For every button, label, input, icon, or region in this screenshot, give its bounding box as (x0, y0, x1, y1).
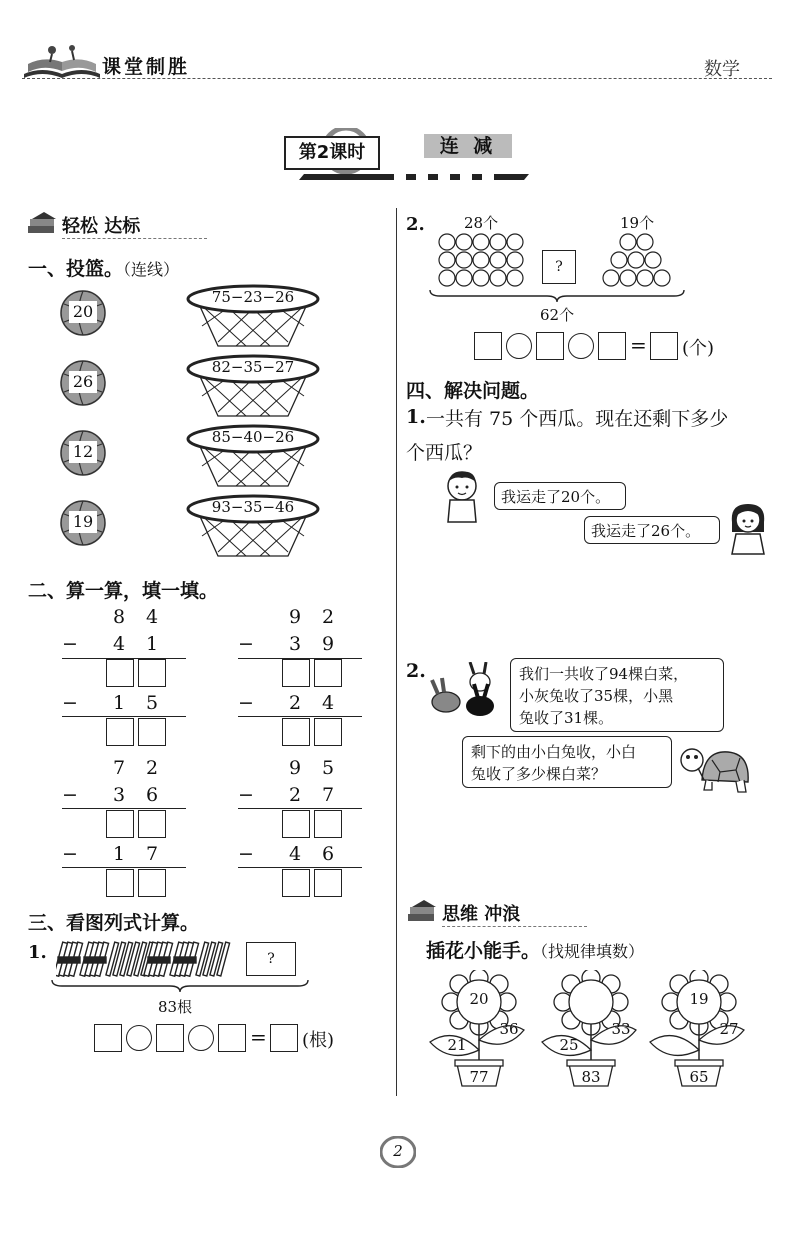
flower-pot-2 (536, 970, 646, 1090)
operator-circle[interactable] (568, 333, 594, 359)
q4-p1-number: 1. (406, 406, 426, 428)
equation-box[interactable] (474, 332, 502, 360)
header-logo (22, 40, 102, 82)
total-label: 62个 (540, 306, 575, 324)
brace-bottom (428, 288, 686, 304)
answer-box[interactable] (282, 659, 310, 687)
sum-line (62, 716, 186, 717)
books-icon (26, 212, 58, 236)
header-divider (22, 78, 772, 79)
q4-p1-text-line1: 一共有 75 个西瓜。现在还剩下多少 (426, 408, 729, 430)
digit: 1 (113, 843, 126, 865)
answer-box[interactable] (270, 1024, 298, 1052)
pot-number[interactable]: 83 (581, 1068, 601, 1086)
answer-box[interactable] (314, 869, 342, 897)
boy-speech-bubble (494, 482, 626, 510)
apple-group-icon (602, 232, 672, 288)
apple-group-icon (436, 232, 526, 288)
q4-heading: 四、解决问题。 (406, 380, 540, 402)
q5-heading-text: 插花小能手。 (426, 940, 541, 962)
digit: 9 (322, 633, 335, 655)
leaf-right[interactable]: 36 (499, 1020, 519, 1038)
digit: 3 (113, 784, 126, 806)
ball-number: 26 (69, 371, 97, 393)
answer-box[interactable] (314, 659, 342, 687)
total-label: 83根 (158, 998, 193, 1016)
unit-label: (个) (682, 338, 715, 359)
leaf-right[interactable]: 27 (719, 1020, 739, 1038)
basketball-2[interactable] (60, 360, 106, 406)
digit: 2 (289, 692, 302, 714)
rabbits-icon (428, 662, 504, 720)
brand-title: 课堂制胜 (102, 56, 191, 78)
unknown-box (542, 250, 576, 284)
sum-line (238, 808, 362, 809)
answer-box[interactable] (138, 810, 166, 838)
girl-icon (726, 500, 770, 556)
rabbits-figure (428, 662, 504, 720)
minus-sign: − (238, 843, 254, 865)
pot-number[interactable]: 77 (469, 1068, 489, 1086)
rabbit-speech-line2: 小灰兔收了35棵，小黑 (519, 687, 674, 705)
sum-line (62, 808, 186, 809)
basketball-1[interactable] (60, 290, 106, 336)
books-icon (406, 900, 438, 924)
digit: 4 (322, 692, 335, 714)
answer-box[interactable] (106, 659, 134, 687)
turtle-speech-bubble (462, 736, 672, 788)
answer-box[interactable] (138, 718, 166, 746)
q4-p1-text-line2: 个西瓜？ (406, 442, 483, 464)
q1-heading (28, 254, 179, 281)
operator-circle[interactable] (188, 1025, 214, 1051)
answer-box[interactable] (106, 718, 134, 746)
brace-icon (50, 978, 310, 994)
equation-box[interactable] (94, 1024, 122, 1052)
answer-box[interactable] (138, 659, 166, 687)
section-easy-title: 轻松 达标 (62, 216, 141, 237)
answer-box[interactable] (282, 718, 310, 746)
girl-figure (726, 500, 770, 556)
digit: 9 (289, 606, 302, 628)
section-thinking-title: 思维 冲浪 (442, 904, 521, 925)
basket-1[interactable] (186, 284, 320, 348)
digit: 8 (113, 606, 126, 628)
digit: 2 (289, 784, 302, 806)
basket-expression: 75−23−26 (211, 288, 295, 306)
q2-heading: 二、算一算，填一填。 (28, 580, 219, 602)
minus-sign: − (238, 633, 254, 655)
answer-box[interactable] (106, 869, 134, 897)
equation-box[interactable] (536, 332, 564, 360)
equals-sign: = (250, 1025, 267, 1049)
turtle-speech-line2: 兔收了多少棵白菜？ (471, 765, 607, 783)
minus-sign: − (62, 692, 78, 714)
operator-circle[interactable] (126, 1025, 152, 1051)
lesson-number: 第2课时 (284, 136, 380, 170)
leaf-left[interactable]: 21 (447, 1036, 467, 1054)
basket-2[interactable] (186, 354, 320, 418)
boy-speech-text: 我运走了20个。 (501, 488, 611, 506)
sum-line (62, 867, 186, 868)
section-thinking-underline (442, 926, 587, 927)
left-count: 28个 (464, 214, 499, 232)
page-number-badge (380, 1136, 416, 1168)
unknown-box (246, 942, 296, 976)
apples-left (436, 232, 526, 288)
digit: 5 (322, 757, 335, 779)
page-number: 2 (393, 1142, 403, 1160)
digit: 4 (146, 606, 159, 628)
answer-box[interactable] (314, 810, 342, 838)
girl-speech-text: 我运走了26个。 (591, 522, 701, 540)
digit: 3 (289, 633, 302, 655)
unknown-mark: ? (555, 259, 563, 275)
q5-heading (426, 936, 644, 963)
flower-center[interactable]: 19 (689, 990, 709, 1008)
rabbit-speech-bubble (510, 658, 724, 732)
digit: 2 (146, 757, 159, 779)
q3-p1-number: 1. (28, 942, 47, 963)
digit: 4 (113, 633, 126, 655)
ball-number: 20 (69, 301, 97, 323)
section-easy-underline (62, 238, 207, 239)
turtle-icon (678, 742, 752, 794)
minus-sign: − (62, 843, 78, 865)
unit-label: (根) (302, 1030, 335, 1051)
operator-circle[interactable] (506, 333, 532, 359)
answer-box[interactable] (650, 332, 678, 360)
digit: 4 (289, 843, 302, 865)
turtle-speech-line1: 剩下的由小白兔收，小白 (471, 743, 637, 761)
minus-sign: − (62, 633, 78, 655)
answer-box[interactable] (138, 869, 166, 897)
digit: 7 (322, 784, 335, 806)
answer-box[interactable] (282, 810, 310, 838)
digit: 7 (113, 757, 126, 779)
digit: 9 (289, 757, 302, 779)
ball-number: 12 (69, 441, 97, 463)
minus-sign: − (238, 784, 254, 806)
basket-expression: 93−35−46 (211, 498, 295, 516)
apples-right (602, 232, 672, 288)
q1-heading-text: 一、投篮。 (28, 258, 124, 280)
leaf-left[interactable]: 25 (559, 1036, 579, 1054)
brace-icon (428, 288, 686, 304)
basketball-4[interactable] (60, 500, 106, 546)
digit: 2 (322, 606, 335, 628)
right-count: 19个 (620, 214, 655, 232)
basket-3[interactable] (186, 424, 320, 488)
minus-sign: − (238, 692, 254, 714)
sum-line (238, 867, 362, 868)
equals-sign: = (630, 333, 647, 357)
sum-line (238, 716, 362, 717)
ball-number: 19 (69, 511, 97, 533)
q4-p2-number: 2. (406, 660, 426, 682)
basket-4[interactable] (186, 494, 320, 558)
answer-box[interactable] (314, 718, 342, 746)
digit: 6 (146, 784, 159, 806)
equation-box[interactable] (156, 1024, 184, 1052)
digit: 1 (113, 692, 126, 714)
subject-label: 数学 (704, 59, 740, 80)
digit: 1 (146, 633, 159, 655)
lesson-title: 连 减 (439, 135, 497, 157)
basketball-3[interactable] (60, 430, 106, 476)
flower-pot-3 (644, 970, 754, 1090)
equation-box[interactable] (218, 1024, 246, 1052)
rabbit-speech-line1: 我们一共收了94棵白菜， (519, 665, 689, 683)
brace-bottom (50, 978, 310, 994)
q1-hint: （连线） (123, 260, 180, 279)
rabbit-speech-line3: 兔收了31棵。 (519, 709, 614, 727)
q3-heading: 三、看图列式计算。 (28, 912, 200, 934)
unknown-mark: ? (267, 951, 275, 967)
basket-expression: 85−40−26 (211, 428, 295, 446)
column-divider (396, 208, 397, 1096)
boy-icon (440, 468, 484, 524)
minus-sign: − (62, 784, 78, 806)
flower-pot-1 (424, 970, 534, 1090)
book-logo-icon (22, 40, 102, 82)
boy-figure (440, 468, 484, 524)
leaf-right[interactable]: 33 (611, 1020, 631, 1038)
flower-center[interactable]: 20 (469, 990, 489, 1008)
answer-box[interactable] (106, 810, 134, 838)
digit: 5 (146, 692, 159, 714)
girl-speech-bubble (584, 516, 720, 544)
digit: 7 (146, 843, 159, 865)
lesson-banner (284, 128, 534, 180)
q5-hint: （找规律填数） (540, 942, 645, 961)
answer-box[interactable] (282, 869, 310, 897)
q3-p2-number: 2. (406, 214, 425, 235)
basket-expression: 82−35−27 (211, 358, 295, 376)
turtle-figure (678, 742, 752, 794)
digit: 6 (322, 843, 335, 865)
equation-box[interactable] (598, 332, 626, 360)
pot-number[interactable]: 65 (689, 1068, 709, 1086)
